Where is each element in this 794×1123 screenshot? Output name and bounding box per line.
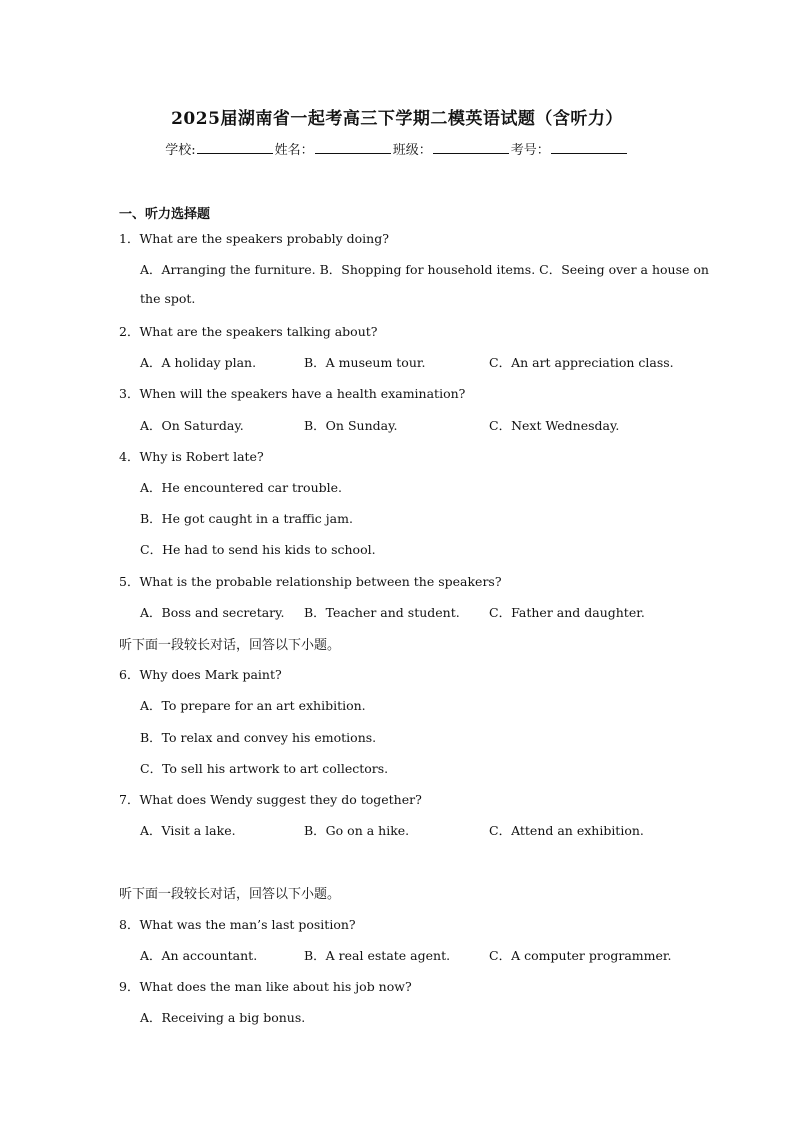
question-6-option-a: A．To prepare for an art exhibition. xyxy=(140,698,366,713)
question-8-option-b: B．A real estate agent. xyxy=(304,948,451,963)
question-2-option-c: C．An art appreciation class. xyxy=(489,355,674,370)
name-blank[interactable] xyxy=(315,141,391,154)
question-4-option-c: C．He had to send his kids to school. xyxy=(140,542,376,557)
question-2-option-a: A．A holiday plan. xyxy=(140,355,257,370)
page-title: 2025届湖南省一起考高三下学期二模英语试题（含听力） xyxy=(171,109,623,129)
question-8-stem: 8．What was the man’s last position? xyxy=(119,917,356,932)
exam-number-blank[interactable] xyxy=(551,141,627,154)
question-5-stem: 5．What is the probable relationship between the speakers? xyxy=(119,574,502,589)
question-4-stem: 4．Why is Robert late? xyxy=(119,449,264,464)
school-label: 学校: xyxy=(165,143,196,158)
student-info-line xyxy=(0,139,794,158)
question-4-option-a: A．He encountered car trouble. xyxy=(140,480,342,495)
question-4-option-b: B．He got caught in a traffic jam. xyxy=(140,511,353,526)
question-3-option-b: B．On Sunday. xyxy=(304,418,398,433)
question-2-stem: 2．What are the speakers talking about? xyxy=(119,324,378,339)
question-3-option-a: A．On Saturday. xyxy=(140,418,244,433)
question-9-stem: 9．What does the man like about his job now? xyxy=(119,979,412,994)
question-3-stem: 3．When will the speakers have a health examination? xyxy=(119,386,466,401)
question-7-option-c: C．Attend an exhibition. xyxy=(489,823,644,838)
question-1-stem: 1．What are the speakers probably doing? xyxy=(119,231,389,246)
question-6-stem: 6．Why does Mark paint? xyxy=(119,667,282,682)
school-blank[interactable] xyxy=(197,141,273,154)
question-6-option-b: B．To relax and convey his emotions. xyxy=(140,730,377,745)
instruction-text: 听下面一段较长对话，回答以下小题。 xyxy=(119,638,341,653)
question-8-option-c: C．A computer programmer. xyxy=(489,948,672,963)
instruction-text-2: 听下面一段较长对话，回答以下小题。 xyxy=(119,887,341,902)
question-3-option-c: C．Next Wednesday. xyxy=(489,418,620,433)
class-label: 班级： xyxy=(392,143,432,158)
class-blank[interactable] xyxy=(433,141,509,154)
exam-number-label: 考号： xyxy=(510,143,550,158)
name-label: 姓名： xyxy=(274,143,314,158)
question-2-option-b: B．A museum tour. xyxy=(304,355,426,370)
question-1-options: A．Arranging the furniture. B．Shopping for household items. C．Seeing over a house on xyxy=(140,262,709,277)
question-7-option-a: A．Visit a lake. xyxy=(140,823,236,838)
question-9-option-a: A．Receiving a big bonus. xyxy=(140,1010,306,1025)
question-1-options-cont: the spot. xyxy=(140,291,196,306)
question-5-option-c: C．Father and daughter. xyxy=(489,605,645,620)
question-7-option-b: B．Go on a hike. xyxy=(304,823,410,838)
question-8-option-a: A．An accountant. xyxy=(140,948,258,963)
section-heading: 一、听力选择题 xyxy=(119,207,211,222)
question-5-option-a: A．Boss and secretary. xyxy=(140,605,285,620)
question-5-option-b: B．Teacher and student. xyxy=(304,605,460,620)
question-7-stem: 7．What does Wendy suggest they do together? xyxy=(119,792,422,807)
question-6-option-c: C．To sell his artwork to art collectors. xyxy=(140,761,389,776)
